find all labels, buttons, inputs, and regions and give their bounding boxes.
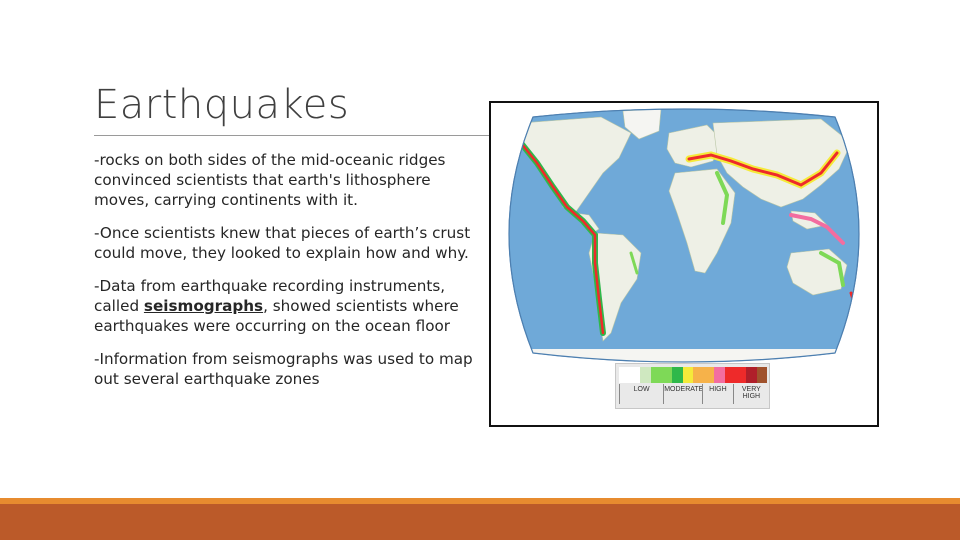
legend-swatch — [630, 367, 641, 383]
paragraph-1: -rocks on both sides of the mid-oceanic ridges convinced scientists that earth's lithosphere moves, carrying continents with it. — [94, 151, 446, 209]
paragraph-3-before: -Data from earthquake recording instruments, called — [94, 277, 446, 315]
legend-swatch — [640, 367, 651, 383]
legend-color-scale — [619, 367, 767, 383]
legend-label-low: LOW — [619, 384, 663, 404]
legend-swatch — [672, 367, 683, 383]
legend-swatch — [651, 367, 662, 383]
legend-swatch — [725, 367, 736, 383]
legend-label-high: HIGH — [702, 384, 732, 404]
legend-swatch — [693, 367, 704, 383]
legend-label-very-high: VERY HIGH — [733, 384, 769, 404]
hazard-legend — [615, 363, 770, 409]
legend-swatch — [619, 367, 630, 383]
legend-labels — [619, 384, 769, 404]
title-divider — [94, 135, 490, 136]
legend-swatch — [757, 367, 768, 383]
legend-swatch — [661, 367, 672, 383]
legend-swatch — [736, 367, 747, 383]
legend-swatch — [714, 367, 725, 383]
paragraph-3 — [94, 276, 484, 336]
paragraph-3-after: , showed scientists where earthquakes were occurring on the ocean floor — [94, 297, 459, 335]
legend-label-moderate: MODERATE — [663, 384, 702, 404]
footer-bar — [0, 504, 960, 540]
paragraph-4: -Information from seismographs was used to map out several earthquake zones — [94, 350, 473, 388]
legend-swatch — [746, 367, 757, 383]
slide-title: Earthquakes — [94, 82, 350, 128]
paragraph-2: -Once scientists knew that pieces of earth’s crust could move, they looked to explain how and why. — [94, 224, 471, 262]
legend-swatch — [683, 367, 694, 383]
seismographs-keyword: seismographs — [143, 297, 264, 315]
slide-body — [94, 150, 484, 402]
legend-swatch — [704, 367, 715, 383]
